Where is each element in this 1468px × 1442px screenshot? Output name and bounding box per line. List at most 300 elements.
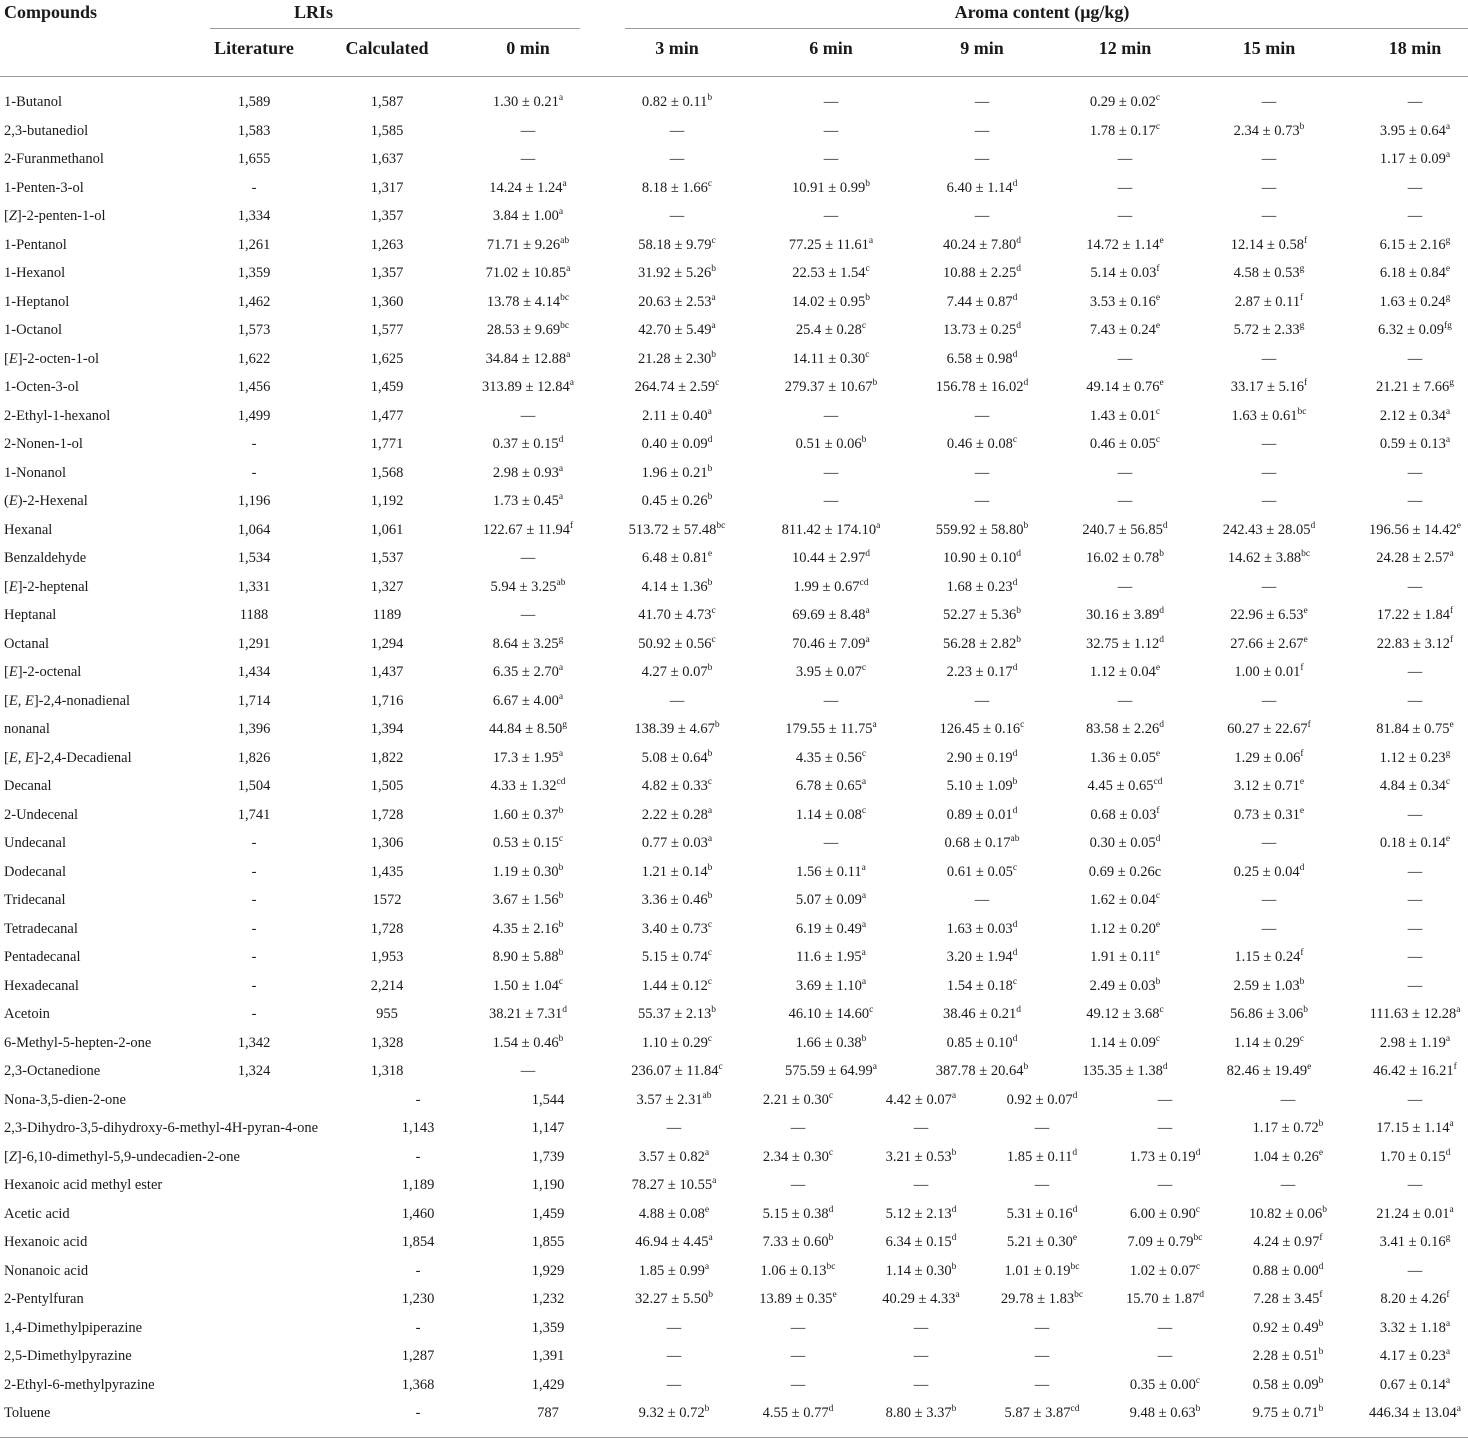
value-text: 2.59 ± 1.03 [1233, 977, 1300, 994]
aroma-value-3min [642, 777, 712, 795]
value-text: 13.78 ± 4.14 [486, 293, 561, 310]
lri-literature: - [415, 1319, 421, 1336]
significance-letter: f [1446, 1290, 1450, 1301]
value-text: — [1407, 493, 1423, 509]
aroma-value-0min [521, 150, 536, 168]
value-text: — [974, 94, 990, 110]
value-text: — [1117, 208, 1133, 224]
significance-letter: c [828, 1147, 834, 1158]
value-text: 6.67 ± 4.00 [492, 692, 559, 709]
significance-letter: a [1449, 1204, 1454, 1215]
aroma-value-12min [1088, 777, 1163, 795]
significance-letter: a [1445, 1318, 1451, 1329]
table-row [0, 920, 1468, 948]
significance-letter: a [558, 492, 564, 503]
significance-letter: d [951, 1233, 957, 1244]
value-text: 13.89 ± 0.35 [759, 1291, 833, 1307]
value-text: 0.51 ± 0.06 [795, 436, 862, 452]
significance-letter: a [872, 720, 877, 731]
aroma-value-3min [642, 948, 712, 966]
significance-letter: d [1012, 178, 1018, 189]
aroma-value-6min [792, 179, 870, 197]
significance-letter: d [1023, 378, 1029, 389]
significance-letter: cd [859, 577, 869, 588]
value-text: 42.70 ± 5.49 [638, 322, 712, 338]
aroma-value-9min [945, 834, 1020, 852]
value-text: 4.55 ± 0.77 [762, 1405, 829, 1421]
significance-letter: f [1453, 1062, 1457, 1073]
aroma-value-18min [1380, 122, 1450, 140]
lri-calculated: 1,327 [370, 578, 404, 595]
significance-letter: d [1012, 805, 1018, 816]
aroma-value-6min [914, 1347, 929, 1365]
lri-literature: 1,324 [237, 1063, 271, 1079]
significance-letter: e [1449, 720, 1454, 731]
aroma-value-15min [1227, 1062, 1312, 1080]
aroma-value-9min [936, 521, 1028, 539]
aroma-value-3min [638, 321, 715, 339]
value-text: 3.36 ± 0.46 [641, 892, 708, 908]
significance-letter: b [865, 178, 870, 189]
aroma-value-9min [1007, 1148, 1077, 1166]
significance-letter: a [558, 207, 564, 218]
aroma-value-3min [791, 1176, 806, 1194]
aroma-value-9min [1001, 1290, 1083, 1308]
significance-letter: a [1456, 1005, 1461, 1016]
significance-letter: a [558, 663, 564, 674]
table-row [0, 1176, 1468, 1204]
significance-letter: d [1016, 549, 1021, 560]
aroma-value-12min [1158, 1347, 1173, 1365]
aroma-value-12min [1082, 521, 1167, 539]
value-text: 1.99 ± 0.67 [793, 578, 860, 595]
table-row [0, 1205, 1468, 1233]
aroma-value-9min [947, 179, 1018, 197]
value-text: 4.24 ± 0.97 [1253, 1234, 1320, 1250]
aroma-value-18min [1380, 407, 1450, 425]
table-row [0, 350, 1468, 378]
value-text: 69.69 ± 8.48 [792, 607, 866, 623]
aroma-value-9min [943, 1005, 1021, 1023]
significance-letter: b [1016, 606, 1021, 617]
lri-calculated: 1,357 [370, 208, 404, 224]
value-text: 575.59 ± 64.99 [785, 1063, 873, 1079]
aroma-value-18min [1380, 1233, 1451, 1251]
aroma-value-12min [1086, 720, 1164, 738]
value-text: 44.84 ± 8.50 [489, 721, 563, 737]
significance-letter: d [1016, 264, 1021, 275]
aroma-value-15min [1262, 150, 1277, 168]
value-text: 6.18 ± 0.84 [1379, 265, 1446, 281]
aroma-value-0min [521, 549, 536, 567]
significance-letter: c [711, 606, 716, 617]
aroma-value-6min [792, 549, 870, 567]
significance-letter: cd [1070, 1404, 1080, 1415]
aroma-value-9min [1035, 1319, 1050, 1337]
significance-letter: f [1300, 663, 1304, 674]
table-row [0, 207, 1468, 235]
value-text: 7.33 ± 0.60 [762, 1234, 829, 1250]
aroma-value-3min [638, 635, 715, 653]
value-text: 4.45 ± 0.65 [1087, 778, 1154, 794]
value-text: 9.75 ± 0.71 [1252, 1405, 1319, 1421]
significance-letter: b [1303, 1005, 1308, 1016]
value-text: — [790, 1120, 806, 1136]
significance-letter: d [1159, 720, 1164, 731]
aroma-value-9min [943, 236, 1021, 254]
significance-letter: c [1195, 1261, 1201, 1272]
significance-letter: a [861, 919, 867, 930]
aroma-value-9min [947, 578, 1018, 596]
aroma-value-12min [1130, 1262, 1200, 1280]
lri-literature: 1,287 [401, 1348, 435, 1364]
value-text: 1.30 ± 0.21 [492, 94, 559, 110]
aroma-value-6min [793, 350, 870, 368]
aroma-value-6min [796, 863, 866, 881]
significance-letter: c [1155, 891, 1161, 902]
significance-letter: e [1155, 663, 1161, 674]
table-row [0, 407, 1468, 435]
significance-letter: b [1322, 1204, 1327, 1215]
aroma-value-0min [493, 834, 563, 852]
value-text: 15.70 ± 1.87 [1126, 1291, 1200, 1307]
aroma-value-18min [1380, 1148, 1451, 1166]
aroma-value-3min [642, 549, 712, 567]
aroma-value-6min [796, 806, 866, 824]
value-text: 1.73 ± 0.45 [492, 493, 559, 509]
aroma-value-15min [1262, 207, 1277, 225]
lri-literature: 1,854 [401, 1234, 435, 1250]
lri-calculated: 1,728 [370, 806, 404, 823]
aroma-value-3min [791, 1376, 806, 1394]
significance-letter: b [707, 663, 713, 674]
significance-letter: a [861, 862, 866, 873]
significance-letter: e [1072, 1233, 1078, 1244]
significance-letter: ab [560, 235, 570, 246]
value-text: — [790, 1348, 806, 1364]
lri-literature: 1,504 [237, 778, 271, 794]
significance-letter: a [1456, 1404, 1461, 1415]
lri-calculated: 1,544 [531, 1091, 565, 1108]
significance-letter: a [1445, 150, 1451, 161]
value-text: 38.46 ± 0.21 [943, 1006, 1017, 1022]
aroma-value-12min [1118, 692, 1133, 710]
value-text: 0.68 ± 0.17 [944, 835, 1011, 851]
value-text: 0.85 ± 0.10 [946, 1034, 1013, 1051]
aroma-value-18min [1408, 1262, 1423, 1280]
significance-letter: a [707, 834, 713, 845]
significance-letter: c [707, 976, 713, 987]
value-text: 1.56 ± 0.11 [796, 863, 862, 880]
value-text: — [823, 835, 839, 851]
lri-calculated: 1,263 [370, 236, 404, 253]
significance-letter: b [951, 1404, 957, 1415]
significance-letter: cd [556, 777, 566, 788]
aroma-value-3min [670, 122, 685, 140]
lri-calculated: 1,587 [370, 94, 404, 110]
aroma-value-12min [1158, 1091, 1173, 1109]
lri-calculated: 1,459 [370, 379, 404, 395]
table-row [0, 1319, 1468, 1347]
value-text: — [1261, 464, 1277, 481]
significance-letter: f [1300, 292, 1304, 303]
aroma-value-9min [943, 321, 1021, 339]
significance-letter: b [558, 805, 564, 816]
value-text: — [823, 122, 839, 139]
aroma-value-6min [785, 1062, 877, 1080]
value-text: — [1407, 664, 1423, 680]
significance-letter: c [1195, 1204, 1201, 1215]
significance-letter: c [861, 805, 867, 816]
significance-letter: b [714, 720, 720, 731]
aroma-value-0min [487, 293, 569, 311]
lri-literature: 1,714 [237, 692, 271, 709]
value-text: — [1261, 179, 1277, 196]
significance-letter: c [1012, 862, 1018, 873]
significance-letter: bc [1297, 406, 1307, 417]
aroma-value-12min [1158, 1319, 1173, 1337]
compound-name: 1,4-Dimethylpiperazine [4, 1319, 143, 1336]
value-text: 40.24 ± 7.80 [943, 236, 1017, 253]
significance-letter: d [1299, 862, 1305, 873]
lri-calculated: 787 [537, 1405, 559, 1421]
significance-letter: a [704, 1147, 710, 1158]
aroma-value-0min [493, 891, 564, 909]
value-text: — [666, 1376, 682, 1393]
value-text: 0.59 ± 0.13 [1379, 436, 1446, 452]
aroma-value-12min [1090, 663, 1160, 681]
significance-letter: b [1318, 1375, 1324, 1386]
value-text: 0.45 ± 0.26 [641, 493, 708, 509]
aroma-value-3min [759, 1290, 836, 1308]
header-bottom-rule [0, 76, 1468, 77]
value-text: 0.58 ± 0.09 [1252, 1376, 1319, 1393]
aroma-value-18min [1408, 863, 1423, 881]
aroma-value-6min [886, 1404, 957, 1422]
significance-letter: b [711, 264, 716, 275]
value-text: 22.83 ± 3.12 [1376, 635, 1451, 652]
aroma-value-15min [1230, 635, 1307, 653]
value-text: 2.11 ± 0.40 [642, 407, 708, 424]
aroma-value-9min [975, 891, 990, 909]
significance-letter: e [1456, 520, 1461, 531]
table-row [0, 179, 1468, 207]
aroma-value-6min [794, 578, 869, 596]
significance-letter: a [558, 463, 564, 474]
lri-literature: 1,655 [237, 151, 271, 167]
aroma-value-18min [1370, 1005, 1461, 1023]
significance-letter: c [1195, 1375, 1201, 1386]
header-18min: 18 min [1388, 38, 1442, 58]
value-text: — [1117, 350, 1133, 367]
significance-letter: a [1445, 435, 1451, 446]
aroma-value-18min [1380, 834, 1450, 852]
value-text: 60.27 ± 22.67 [1227, 721, 1308, 737]
value-text: — [913, 1376, 929, 1393]
value-text: — [974, 407, 990, 424]
significance-letter: bc [826, 1261, 836, 1272]
aroma-value-18min [1376, 720, 1453, 738]
aroma-value-3min [763, 1091, 833, 1109]
significance-letter: g [1299, 321, 1305, 332]
header-3min: 3 min [655, 38, 699, 58]
aroma-value-6min [796, 777, 866, 795]
value-text: — [1407, 1091, 1423, 1108]
value-text: — [1407, 892, 1423, 908]
lri-literature: 1,589 [237, 94, 271, 110]
table-row [0, 122, 1468, 150]
lri-literature: - [251, 863, 257, 880]
value-text: 22.96 ± 6.53 [1230, 607, 1304, 623]
value-text: 1.14 ± 0.08 [795, 806, 862, 823]
value-text: 8.80 ± 3.37 [885, 1405, 952, 1421]
value-text: 71.71 ± 9.26 [486, 236, 561, 253]
lri-calculated: 1,459 [531, 1205, 565, 1222]
table-row [0, 321, 1468, 349]
aroma-value-18min [1408, 920, 1423, 938]
value-text: 17.3 ± 1.95 [492, 749, 559, 766]
value-text: 2.21 ± 0.30 [762, 1091, 829, 1108]
header-lris: LRIs [294, 2, 334, 22]
significance-letter: d [1318, 1261, 1324, 1272]
lri-calculated: 1,318 [370, 1063, 404, 1079]
value-text: 77.25 ± 11.61 [788, 236, 869, 253]
aroma-value-18min [1408, 464, 1423, 482]
significance-letter: b [1023, 520, 1029, 531]
compound-name: 2-Undecenal [4, 806, 79, 823]
significance-letter: c [711, 634, 716, 645]
lri-calculated: 1,391 [531, 1348, 565, 1364]
lri-literature: - [251, 977, 257, 994]
value-text: 7.09 ± 0.79 [1127, 1234, 1194, 1250]
value-text: 30.16 ± 3.89 [1086, 607, 1160, 623]
table-row [0, 720, 1468, 748]
value-text: 11.6 ± 1.95 [796, 949, 862, 965]
aroma-value-12min [1126, 1290, 1204, 1308]
compound-name: 1-Nonanol [4, 464, 67, 481]
significance-letter: d [1310, 520, 1316, 531]
significance-letter: g [562, 720, 567, 731]
lri-calculated: 1,306 [370, 835, 404, 851]
value-text: 2.90 ± 0.19 [946, 749, 1013, 766]
aroma-value-15min [1281, 1091, 1296, 1109]
value-text: 0.68 ± 0.03 [1090, 806, 1157, 823]
compound-name: Toluene [4, 1405, 51, 1421]
value-text: 4.17 ± 0.23 [1379, 1348, 1446, 1364]
value-text: 2.28 ± 0.51 [1252, 1348, 1319, 1364]
value-text: 0.69 ± 0.26c [1088, 863, 1162, 880]
compound-name: 2-Furanmethanol [4, 151, 104, 167]
value-text: — [913, 1348, 929, 1364]
value-text: 0.73 ± 0.31 [1233, 806, 1300, 823]
lri-literature: 1,456 [237, 379, 271, 395]
value-text: 0.29 ± 0.02 [1089, 94, 1156, 110]
aroma-value-15min [1262, 834, 1277, 852]
significance-letter: d [951, 1204, 957, 1215]
aroma-value-3min [791, 1119, 806, 1137]
significance-letter: e [1318, 1147, 1324, 1158]
significance-letter: e [1303, 606, 1308, 617]
value-text: 8.18 ± 1.66 [641, 179, 708, 196]
aroma-value-0min [493, 663, 563, 681]
aroma-value-12min [1089, 863, 1161, 881]
value-text: — [669, 208, 685, 224]
table-row [0, 435, 1468, 463]
value-text: — [1117, 493, 1133, 509]
aroma-value-15min [1234, 1034, 1304, 1052]
compound-name: 2-Pentylfuran [4, 1291, 84, 1307]
significance-letter: bc [1074, 1290, 1084, 1301]
value-text: 5.15 ± 0.74 [641, 949, 708, 965]
significance-letter: b [704, 1404, 710, 1415]
lri-literature: 1,291 [237, 635, 271, 652]
value-text: 242.43 ± 28.05 [1222, 521, 1311, 538]
aroma-value-15min [1262, 692, 1277, 710]
value-text: — [1034, 1376, 1050, 1393]
aroma-value-0min [493, 1034, 564, 1052]
aroma-value-6min [789, 236, 873, 254]
aroma-value-6min [792, 293, 870, 311]
aroma-value-0min [483, 521, 573, 539]
value-text: — [1407, 179, 1423, 196]
significance-letter: c [718, 1062, 723, 1073]
significance-letter: g [1445, 1233, 1451, 1244]
value-text: 1.06 ± 0.13 [760, 1262, 827, 1279]
value-text: — [1407, 464, 1423, 481]
significance-letter: b [1318, 1404, 1324, 1415]
significance-letter: d [1012, 292, 1018, 303]
aroma-value-3min [763, 1148, 833, 1166]
aroma-value-9min [947, 777, 1018, 795]
significance-letter: a [704, 1261, 710, 1272]
significance-letter: e [1299, 805, 1305, 816]
value-text: 81.84 ± 0.75 [1376, 721, 1450, 737]
significance-letter: e [1155, 748, 1161, 759]
aroma-value-3min [642, 492, 713, 510]
value-text: 0.46 ± 0.05 [1089, 436, 1156, 452]
aroma-value-3min [638, 293, 715, 311]
significance-letter: d [1162, 1062, 1168, 1073]
significance-letter: fg [1444, 321, 1452, 332]
value-text: 14.62 ± 3.88 [1227, 550, 1302, 566]
significance-letter: e [1155, 292, 1161, 303]
aroma-value-15min [1234, 948, 1303, 966]
significance-letter: b [558, 891, 564, 902]
table-row [0, 806, 1468, 834]
significance-letter: c [1012, 976, 1018, 987]
value-text: 6.00 ± 0.90 [1129, 1205, 1196, 1222]
significance-letter: b [951, 1147, 957, 1158]
aroma-value-3min [642, 806, 712, 824]
value-text: 4.33 ± 1.32 [490, 778, 557, 794]
aroma-value-3min [638, 264, 716, 282]
value-text: 4.35 ± 2.16 [492, 920, 559, 937]
value-text: 0.77 ± 0.03 [641, 835, 708, 851]
lri-literature: 1,534 [237, 550, 271, 566]
value-text: — [520, 1063, 536, 1079]
value-text: 27.66 ± 2.67 [1230, 635, 1304, 652]
value-text: 5.14 ± 0.03 [1090, 265, 1157, 281]
value-text: 1.91 ± 0.11 [1090, 949, 1156, 965]
value-text: — [1157, 1319, 1173, 1336]
value-text: — [1157, 1177, 1173, 1193]
aroma-value-3min [761, 1262, 836, 1280]
value-text: 1.70 ± 0.15 [1379, 1148, 1446, 1165]
aroma-value-0min [493, 93, 563, 111]
value-text: 13.73 ± 0.25 [943, 322, 1017, 338]
table-row [0, 293, 1468, 321]
significance-letter: e [1155, 321, 1161, 332]
